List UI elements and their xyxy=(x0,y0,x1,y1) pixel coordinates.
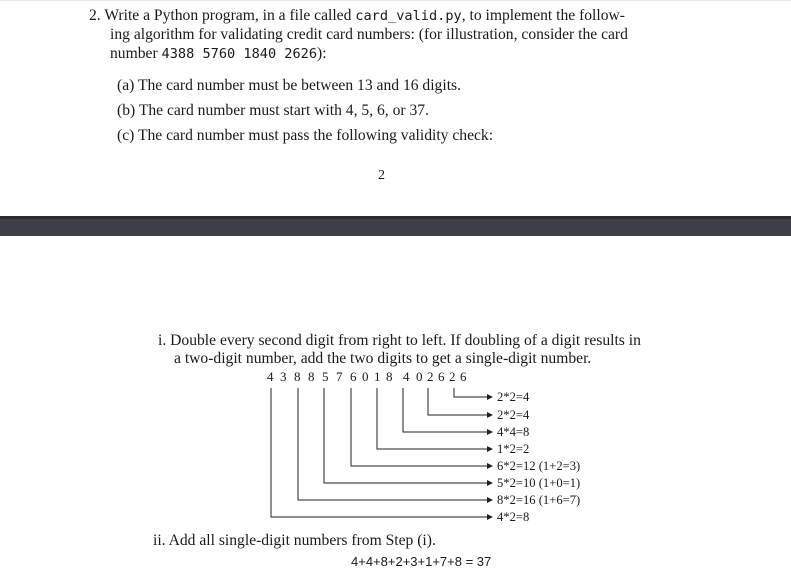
doubling-result: 4*4=8 xyxy=(497,425,530,439)
digit: 8 xyxy=(308,369,315,384)
step-1-label: i. xyxy=(158,332,167,349)
doubling-result: 6*2=12 (1+2=3) xyxy=(497,459,581,473)
digit: 6 xyxy=(350,369,357,384)
item-text: The card number must pass the following validity check: xyxy=(137,127,494,144)
item-label: (b) xyxy=(117,102,136,119)
doubling-result: 5*2=10 (1+0=1) xyxy=(497,476,581,490)
connector-line xyxy=(324,388,492,483)
question-text-start: Write a Python program, in a file called xyxy=(104,7,352,24)
item-label: (a) xyxy=(117,77,135,94)
connector-line xyxy=(403,388,492,432)
digit: 2 xyxy=(427,369,434,384)
connector-line xyxy=(271,388,492,517)
page-number: 2 xyxy=(378,168,385,183)
item-text: The card number must start with 4, 5, 6, or 37. xyxy=(138,102,429,119)
digit: 3 xyxy=(280,369,287,384)
digit: 4 xyxy=(403,369,410,384)
step-2-line xyxy=(153,531,436,550)
filename: card_valid.py xyxy=(355,8,462,24)
step-2-text: Add all single-digit numbers from Step (i). xyxy=(168,532,436,549)
step-2-label: ii. xyxy=(153,532,166,549)
question-text-end: , to implement the follow- xyxy=(461,7,625,24)
card-number: 4388 5760 1840 2626 xyxy=(161,46,318,62)
doubling-result: 1*2=2 xyxy=(497,442,530,456)
digit: 0 xyxy=(362,369,369,384)
connector-line xyxy=(351,388,492,466)
digit: 5 xyxy=(322,369,329,384)
question-line3-end: ): xyxy=(317,45,327,62)
digit: 0 xyxy=(416,369,423,384)
question-line-2: ing algorithm for validating credit card numbers: (for illustration, consider the card xyxy=(110,26,628,43)
question-line3-start: number xyxy=(110,45,158,62)
item-label: (c) xyxy=(117,127,135,144)
item-text: The card number must be between 13 and 16 digits. xyxy=(137,77,461,94)
doubling-result: 2*2=4 xyxy=(497,390,530,404)
digit: 8 xyxy=(294,369,301,384)
step-1-line-2: a two-digit number, add the two digits to get a single-digit number. xyxy=(174,350,592,367)
doubling-result: 2*2=4 xyxy=(497,408,530,422)
doubling-result: 4*2=8 xyxy=(497,510,530,524)
digit: 1 xyxy=(374,369,381,384)
digit: 6 xyxy=(460,369,467,384)
doubling-result: 8*2=16 (1+6=7) xyxy=(497,493,581,507)
step-1-text: Double every second digit from right to left. If doubling of a digit results in xyxy=(170,332,641,349)
digit: 7 xyxy=(336,369,343,384)
question-number: 2. xyxy=(89,7,101,24)
sum-equation: 4+4+8+2+3+1+7+8 = 37 xyxy=(351,554,492,569)
connector-line xyxy=(454,388,492,397)
digit: 6 xyxy=(438,369,445,384)
digit: 4 xyxy=(267,369,274,384)
digit: 2 xyxy=(449,369,456,384)
connector-line xyxy=(428,388,492,415)
digit: 8 xyxy=(386,369,393,384)
